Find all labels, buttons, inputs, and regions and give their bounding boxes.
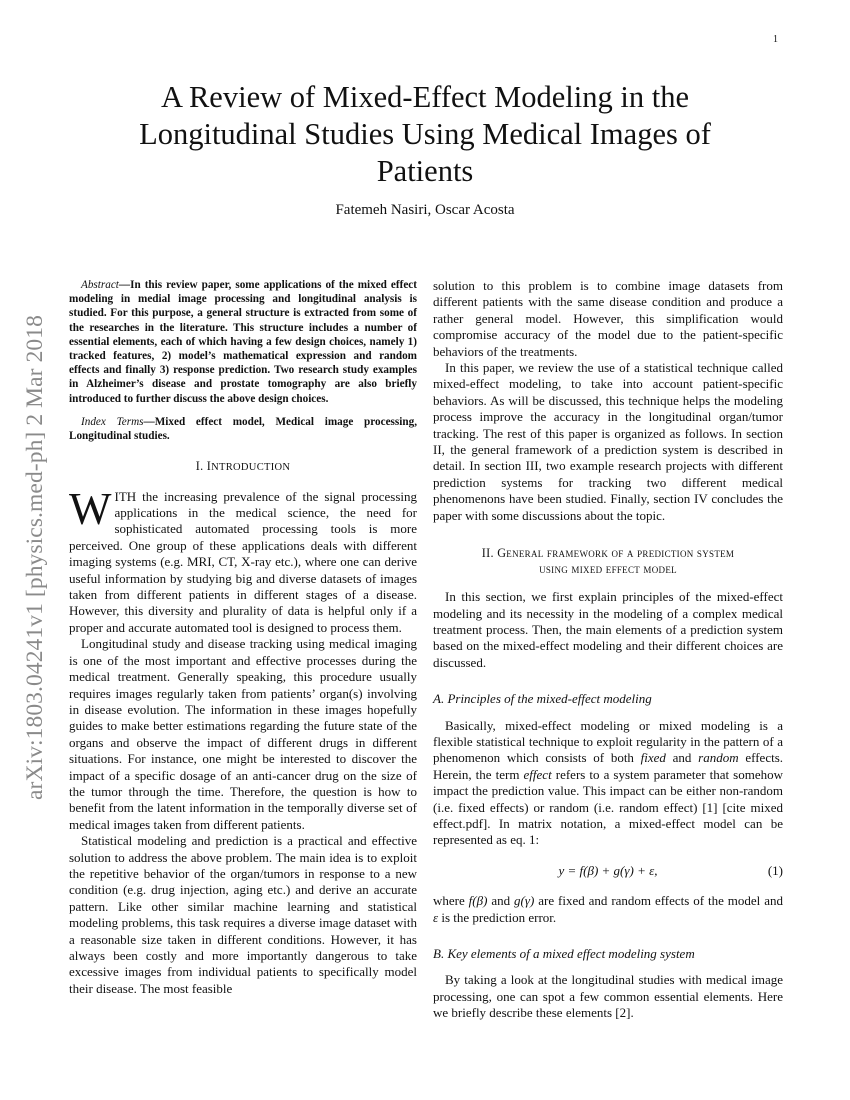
author-list: Fatemeh Nasiri, Oscar Acosta bbox=[335, 202, 515, 218]
section-heading-introduction: I. INTRODUCTION bbox=[195, 459, 291, 474]
key-elements-paragraph: By taking a look at the longitudinal studies with medical image processing, one can spot a few common essential elements. Here we briefly describe these elements [2]. bbox=[433, 972, 783, 1021]
abstract-lead: Abstract bbox=[81, 279, 119, 291]
framework-paragraph-1: In this section, we first explain principles of the mixed-effect modeling and its necessity in the modeling of a complex medical treatment process. Then, the main elements of a prediction system based on the mixed-effect modeling and their different choices are discussed. bbox=[433, 589, 783, 670]
abstract-body: —In this review paper, some applications of the mixed effect modeling in medial image processing and longitudinal analysis is studied. For this purpose, a general structure is extracted from some of the researches in the literature. This structure includes a number of essential elements, each of which having a few design choices, namely 1) tracked features, 2) model’s mathematical expression and random effects and finally 3) response prediction. Two research study examples in Alzheimer’s disease and prostate tomography are also briefly introduced to further discuss the above design choices. bbox=[69, 279, 417, 405]
page-number: 1 bbox=[773, 34, 778, 45]
intro-paragraph-5: In this paper, we review the use of a statistical technique called mixed-effect modeling, to take into account patient-specific behaviors. As will be discussed, this technique helps the modeling process improve the accuracy in the longitudinal organ/tumor tracking. The rest of this paper is organized as follows. In section II, the general framework of a prediction system is described in detail. In section III, two example research projects with different prediction systems for tracking two different medical phenomenons have been studied. Finally, section IV concludes the paper with some discussions about the topic. bbox=[433, 360, 783, 523]
equation-body: y = f(β) + g(γ) + ε, bbox=[558, 862, 658, 878]
arxiv-identifier: arXiv:1803.04241v1 [physics.med-ph] 2 Mar 2018 bbox=[22, 315, 48, 800]
equation-number: (1) bbox=[767, 862, 783, 878]
section-heading-framework: II. General framework of a prediction system using mixed effect model bbox=[481, 546, 735, 577]
drop-cap: W bbox=[69, 483, 112, 534]
principles-paragraph: Basically, mixed-effect modeling or mixed modeling is a flexible statistical technique to exploit regularity in the pattern of a phenomenon which consists of both fixed and random effects. Herein, the term effect refers to a system parameter that somehow impact the prediction value. This impact can be either non-random (i.e. fixed effects) or random (i.e. random effect) [1] [cite mixed effect.pdf]. In matrix notation, a mixed-effect model can be represented as eq. 1: bbox=[433, 717, 784, 848]
equation-explanation: where f(β) and g(γ) are fixed and random effects of the model and ε is the prediction error. bbox=[433, 893, 783, 925]
intro-paragraph-1: WITH the increasing prevalence of the signal processing applications in the medical science, the need for sophisticated automated processing tools is more perceived. One group of these applications deals with different imaging systems (e.g. MRI, CT, X-ray etc.), where one can derive useful information by studying big and diverse datasets of images taken from different patients in different stages of a disease. However, this diversity and plurality of data is helpful only if a proper and accurate automated tool is designed to process them. bbox=[69, 483, 417, 635]
index-terms-body: —Mixed effect model, Medical image processing, Longitudinal studies. bbox=[69, 415, 417, 443]
index-terms bbox=[69, 415, 417, 443]
subsection-heading-key-elements: B. Key elements of a mixed effect modeling system bbox=[433, 946, 695, 961]
abstract bbox=[69, 278, 417, 406]
intro-paragraph-4: solution to this problem is to combine image datasets from different patients with the same disease condition and produce a rather general model. However, this simplification would compromise accuracy of the model due to the patient-specific behaviors of the treatments. bbox=[433, 278, 783, 359]
paper-title: A Review of Mixed-Effect Modeling in the Longitudinal Studies Using Medical Images of Patients bbox=[139, 80, 711, 188]
index-terms-lead: Index Terms bbox=[81, 415, 144, 428]
left-column bbox=[69, 278, 417, 997]
intro-paragraph-3: Statistical modeling and prediction is a practical and effective solution to address the above problem. The main idea is to exploit the repetitive behavior of the organ/tumors in response to a new condition (e.g. drug injection, aging etc.) and derive an accurate pattern. Like other similar machine learning and statistical modeling problems, this task requires a diverse image dataset with a reasonable size taken in different conditions. However, it has always been costly and more importantly dangerous to take excessive images from individual patients to specifically model their disease. The most feasible bbox=[69, 833, 417, 996]
equation-1 bbox=[433, 863, 783, 879]
subsection-heading-principles: A. Principles of the mixed-effect modeling bbox=[433, 691, 652, 707]
right-column bbox=[433, 278, 783, 1022]
intro-paragraph-2: Longitudinal study and disease tracking using medical imaging is one of the most important and effective processes during the medical treatment. Generally speaking, this procedure usually requires images regularly taken from patients’ organ(s) involving in disease evolution. The information in these images hopefully guides to make better estimations regarding the future state of the organs and observe the impact of different drugs in different situations. For instance, one might be interested to discover the impact of a specific dosage of an anti-cancer drug on the size of the tumor through the time. Therefore, the question is how to benefit from the latent information in the temporally diverse set of medical images taken from different patients. bbox=[69, 636, 417, 832]
